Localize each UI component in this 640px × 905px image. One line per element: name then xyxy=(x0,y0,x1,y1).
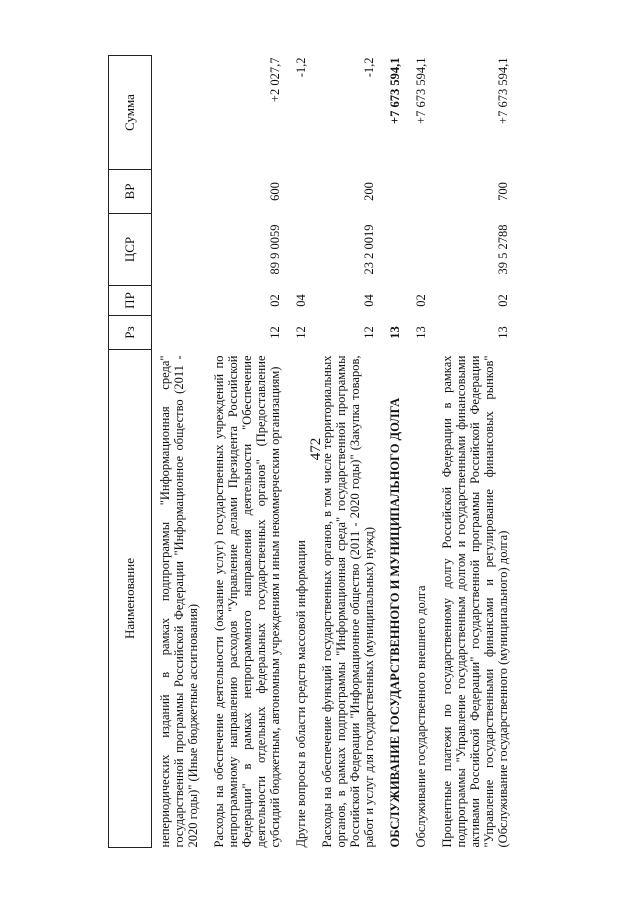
row-csr xyxy=(408,214,434,286)
budget-table xyxy=(108,55,516,848)
row-sum: -1,2 xyxy=(362,57,376,78)
row-rz: 13 xyxy=(414,326,428,339)
header-sum: Сумма xyxy=(109,56,152,170)
row-rz: 12 xyxy=(268,326,282,339)
row-pr xyxy=(152,286,207,316)
table-row xyxy=(382,56,408,848)
row-pr: 04 xyxy=(294,294,308,307)
row-sum: +7 673 594,1 xyxy=(414,57,428,124)
row-rz: 13 xyxy=(388,326,402,339)
row-vr xyxy=(382,170,408,214)
row-sum: +2 027,7 xyxy=(268,57,282,103)
row-pr: 02 xyxy=(414,294,428,307)
table-header-row xyxy=(109,56,152,848)
row-csr: 89 9 0059 xyxy=(268,224,282,275)
row-sum: +7 673 594,1 xyxy=(496,57,510,124)
row-rz: 12 xyxy=(294,326,308,339)
row-sum xyxy=(152,56,207,170)
row-name: ОБСЛУЖИВАНИЕ ГОСУДАРСТВЕННОГО И МУНИЦИПАЛЬНОГО ДОЛГА xyxy=(388,397,402,848)
row-vr: 200 xyxy=(362,182,376,201)
row-name: Обслуживание государственного внешнего долга xyxy=(414,585,428,848)
row-pr: 04 xyxy=(362,294,376,307)
row-csr xyxy=(152,214,207,286)
header-pr: ПР xyxy=(109,286,152,316)
rotated-table-container xyxy=(108,56,598,848)
row-pr: 02 xyxy=(496,294,510,307)
row-name: Расходы на обеспечение деятельности (оказание услуг) государственных учреждений по непрограммному направлению расходов "Управление делами Президента Российской Федерации" в рамках непрограммного направления деятельности "Обеспечение деятельности отдельных федеральных государственных органов" (Предоставление субсидий бюджетным, автономным учреждениям и иным некоммерческим организациям) xyxy=(212,355,282,848)
table-row xyxy=(434,56,516,848)
row-vr: 600 xyxy=(268,182,282,201)
row-pr xyxy=(382,286,408,316)
table-row xyxy=(408,56,434,848)
row-csr xyxy=(382,214,408,286)
row-name: непериодических изданий в рамках подпрограммы "Информационная среда" государственной программы Российской Федерации "Информационное общество (2011 - 2020 годы)" (Иные бюджетные ассигнования) xyxy=(158,355,200,848)
row-rz xyxy=(152,316,207,350)
row-name: Процентные платежи по государственному долгу Российской Федерации в рамках подпрограммы "Управление государственным долгом и государственными финансовыми активами Российской Федерации" государственной программы Российской Федерации "Управление государственными финансами и регулирование финансовых рынков" (Обслуживание государственного (муниципального) долга) xyxy=(440,355,510,848)
row-name: Другие вопросы в области средств массовой информации xyxy=(294,540,308,848)
row-sum: -1,2 xyxy=(294,57,308,78)
table-row xyxy=(288,56,314,848)
header-vr: ВР xyxy=(109,170,152,214)
header-rz: Рз xyxy=(109,316,152,350)
table-row xyxy=(206,56,288,848)
page-number: 472 xyxy=(308,437,324,461)
row-vr xyxy=(288,170,314,214)
row-csr: 39 5 2788 xyxy=(496,224,510,275)
row-rz: 12 xyxy=(362,326,376,339)
row-csr: 23 2 0019 xyxy=(362,224,376,275)
row-vr xyxy=(152,170,207,214)
row-pr: 02 xyxy=(268,294,282,307)
table-row xyxy=(314,56,382,848)
row-sum: +7 673 594,1 xyxy=(388,57,402,124)
row-vr: 700 xyxy=(496,182,510,201)
row-vr xyxy=(408,170,434,214)
row-csr xyxy=(288,214,314,286)
row-rz: 13 xyxy=(496,326,510,339)
row-name: Расходы на обеспечение функций государственных органов, в том числе территориальных органов, в рамках подпрограммы "Информационная среда" государственной программы Российской Федерации "Информационное общество (2011 - 2020 годы)" (Закупка товаров, работ и услуг для государственных (муниципальных) нужд) xyxy=(320,355,376,848)
header-name: Наименование xyxy=(109,350,152,848)
table-row xyxy=(152,56,207,848)
header-csr: ЦСР xyxy=(109,214,152,286)
